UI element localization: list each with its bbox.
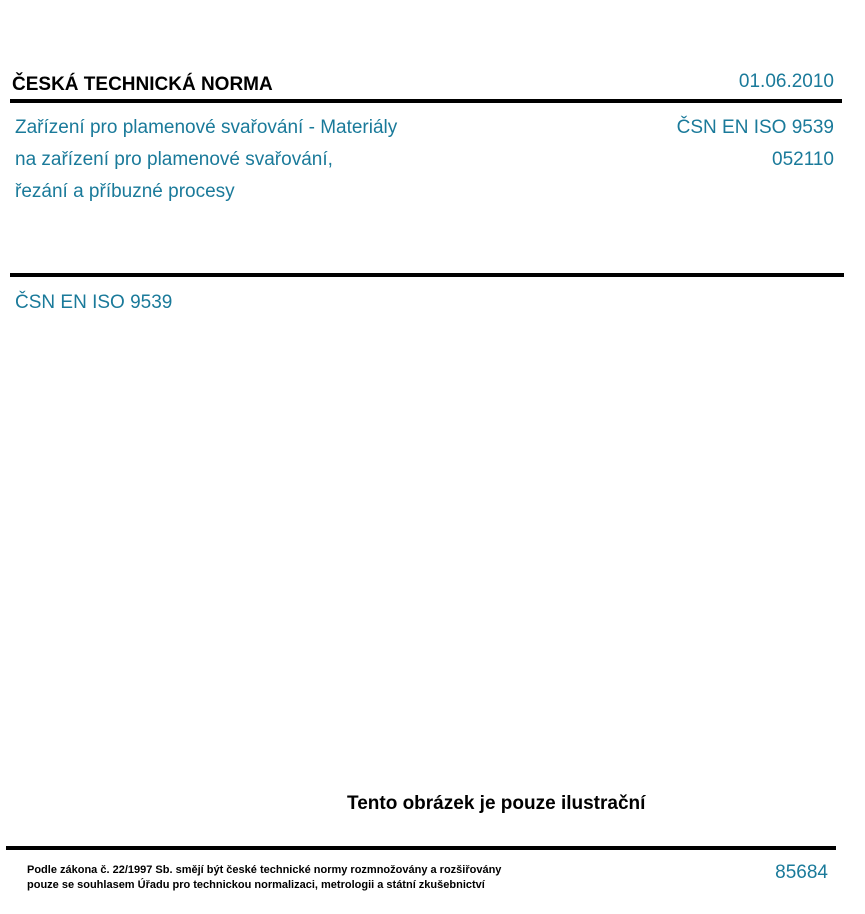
illustration-note: Tento obrázek je pouze ilustrační bbox=[347, 793, 646, 814]
standard-title-line: na zařízení pro plamenové svařování, bbox=[15, 149, 333, 170]
standard-title-line: řezání a příbuzné procesy bbox=[15, 181, 235, 202]
standard-designation: ČSN EN ISO 9539 bbox=[15, 292, 173, 313]
catalog-number: 85684 bbox=[775, 862, 828, 883]
middle-rule bbox=[10, 273, 844, 277]
bottom-rule bbox=[6, 846, 836, 850]
header-date: 01.06.2010 bbox=[738, 71, 834, 92]
header-title: ČESKÁ TECHNICKÁ NORMA bbox=[12, 74, 273, 95]
standard-title-line: Zařízení pro plamenové svařování - Materiály bbox=[15, 117, 398, 138]
legal-notice-line: pouze se souhlasem Úřadu pro technickou normalizaci, metrologii a státní zkušebnictví bbox=[27, 879, 485, 891]
classification-code: 052110 bbox=[772, 149, 834, 170]
top-rule bbox=[10, 99, 842, 103]
standard-code: ČSN EN ISO 9539 bbox=[676, 117, 834, 138]
legal-notice-line: Podle zákona č. 22/1997 Sb. smějí být české technické normy rozmnožovány a rozšiřovány bbox=[27, 864, 502, 876]
